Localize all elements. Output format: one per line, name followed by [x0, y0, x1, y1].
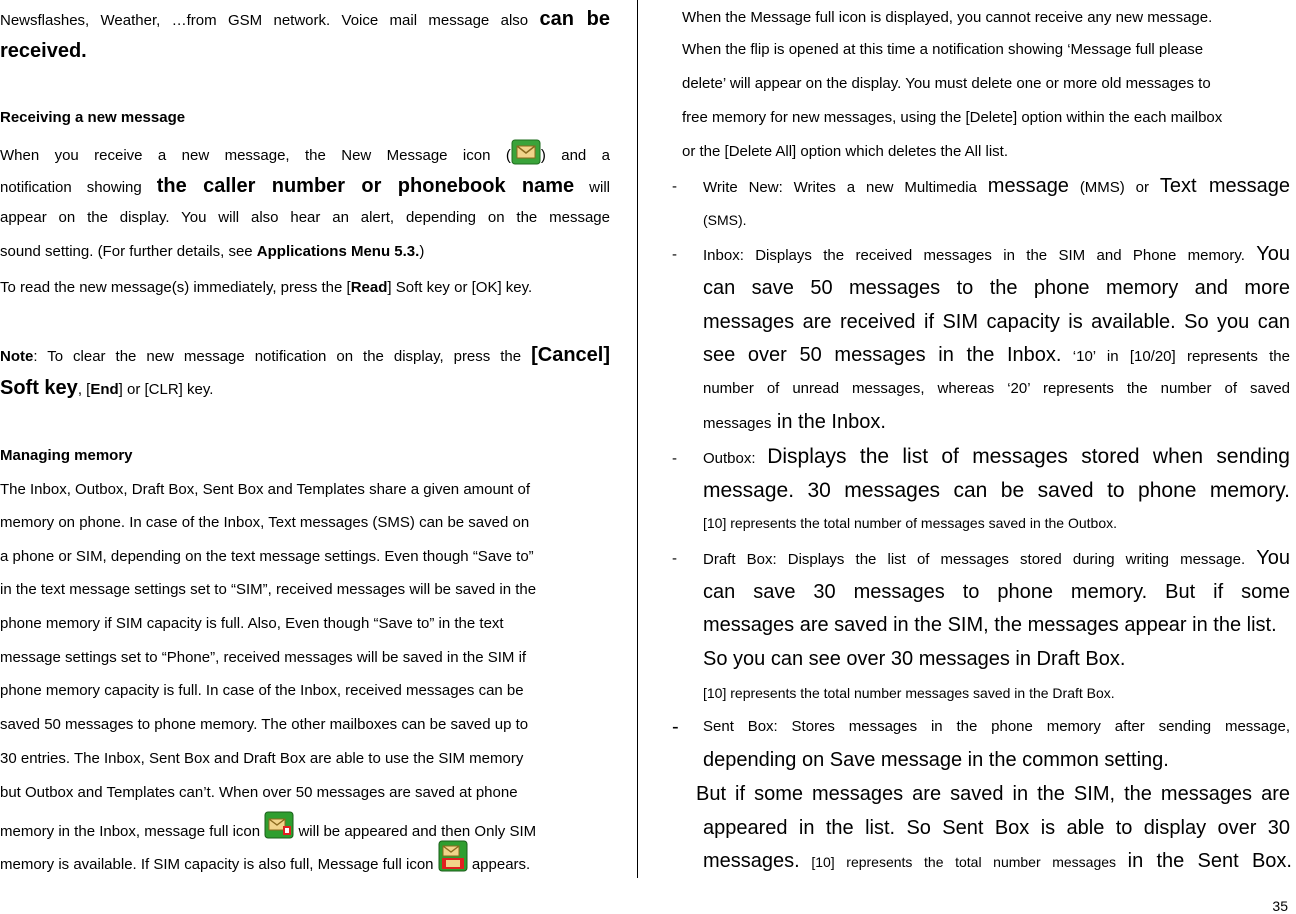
reference-text: Applications Menu 5.3. — [256, 243, 420, 260]
text: memory is available. If SIM capacity is also full, Message full icon — [0, 856, 438, 873]
sent-line-3: But if some messages are saved in the SIM, the messages are — [696, 783, 1290, 805]
memory-line-5: phone memory if SIM capacity is full. Also, Even though “Save to” in the text — [0, 615, 504, 632]
draft-line-4: So you can see over 30 messages in Draft Box. — [703, 648, 1126, 670]
intro-line-2: received. — [0, 40, 87, 62]
inbox-line-1 — [703, 244, 1290, 266]
text: memory in the Inbox, message full icon — [0, 823, 265, 840]
draft-line-5: [10] represents the total number messages saved in the Draft Box. — [703, 685, 1115, 701]
memory-line-7: phone memory capacity is full. In case of the Inbox, received messages can be — [0, 682, 524, 699]
bullet-dash: - — [672, 450, 677, 467]
emphasis-text: You — [1256, 547, 1290, 569]
full-icon-line-1: When the Message full icon is displayed, you cannot receive any new message. — [682, 9, 1213, 26]
emphasis-text: Displays the list of messages stored when sending — [767, 445, 1290, 468]
sent-line-2: depending on Save message in the common setting. — [703, 749, 1169, 771]
memory-line-2: memory on phone. In case of the Inbox, Text messages (SMS) can be saved on — [0, 514, 530, 531]
key-name: Read — [350, 279, 388, 296]
receiving-line-4 — [0, 242, 424, 262]
new-message-icon — [511, 139, 541, 165]
key-name: [Cancel] — [531, 344, 610, 366]
bullet-dash: - — [672, 716, 679, 738]
text: [10] represents the total number messages — [799, 854, 1128, 870]
outbox-line-3: [10] represents the total number of messages saved in the Outbox. — [703, 515, 1118, 531]
emphasis-text: messages. — [703, 850, 800, 872]
text: will be appeared and then Only SIM — [294, 823, 537, 840]
key-name: Soft key — [0, 377, 78, 399]
emphasis-text: can be — [539, 8, 611, 30]
text: ‘10’ in [10/20] represents the — [1061, 348, 1290, 365]
memory-line-11 — [0, 822, 536, 842]
note-line-2 — [0, 378, 213, 400]
receiving-line-2 — [0, 176, 610, 198]
inbox-line-5: number of unread messages, whereas ‘20’ represents the number of saved — [703, 380, 1290, 397]
memory-line-10: but Outbox and Templates can’t. When over 50 messages are saved at phone — [0, 784, 518, 801]
emphasis-text: the caller number or phonebook name — [156, 175, 575, 197]
heading-receiving-message: Receiving a new message — [0, 109, 186, 126]
memory-line-1: The Inbox, Outbox, Draft Box, Sent Box and Templates share a given amount of — [0, 481, 531, 498]
text: sound setting. (For further details, see — [0, 243, 257, 260]
text: Inbox: Displays the received messages in the SIM and Phone memory. — [703, 247, 1257, 264]
bullet-dash: - — [672, 178, 677, 195]
receiving-line-3: appear on the display. You will also hear an alert, depending on the message — [0, 209, 610, 226]
inbox-line-6 — [703, 412, 886, 434]
outbox-line-2: message. 30 messages can be saved to phone memory. — [703, 479, 1290, 502]
message-full-sim-icon — [438, 840, 468, 872]
column-divider — [637, 0, 638, 878]
text: To read the new message(s) immediately, press the [ — [0, 279, 351, 296]
page-number: 35 — [1272, 898, 1288, 914]
sent-line-1: Sent Box: Stores messages in the phone memory after sending message, — [703, 718, 1290, 735]
memory-line-8: saved 50 messages to phone memory. The other mailboxes can be saved up to — [0, 716, 529, 733]
text: When you receive a new message, the New Message icon ( — [0, 147, 511, 164]
bullet-dash: - — [672, 246, 677, 263]
text: messages — [703, 415, 772, 432]
memory-line-6: message settings set to “Phone”, received messages will be saved in the SIM if — [0, 649, 527, 666]
receiving-line-1 — [0, 146, 610, 166]
text: Write New: Writes a new Multimedia — [703, 179, 988, 196]
memory-line-12 — [0, 855, 530, 875]
emphasis-text: Text message — [1159, 175, 1291, 197]
memory-line-9: 30 entries. The Inbox, Sent Box and Draft Box are able to use the SIM memory — [0, 750, 524, 767]
note-line-1 — [0, 345, 610, 367]
text: ] or [CLR] key. — [118, 381, 214, 398]
write-new-line-2: (SMS). — [703, 212, 747, 228]
inbox-line-4 — [703, 345, 1290, 367]
bullet-dash: - — [672, 550, 677, 567]
text: Outbox: — [703, 450, 768, 467]
heading-managing-memory: Managing memory — [0, 447, 133, 464]
emphasis-text: in the Inbox. — [771, 411, 886, 433]
draft-line-1 — [703, 548, 1290, 570]
full-icon-line-2: When the flip is opened at this time a notification showing ‘Message full please — [682, 41, 1204, 58]
text: will — [574, 179, 610, 196]
text: (MMS) or — [1068, 179, 1160, 196]
sent-line-4: appeared in the list. So Sent Box is able to display over 30 — [703, 817, 1290, 839]
text: ) and a — [540, 147, 611, 164]
key-name: End — [90, 381, 119, 398]
full-icon-line-4: free memory for new messages, using the [Delete] option within the each mailbox — [682, 109, 1223, 126]
full-icon-line-5: or the [Delete All] option which deletes the All list. — [682, 143, 1009, 160]
text: , [ — [77, 381, 91, 398]
full-icon-line-3: delete’ will appear on the display. You must delete one or more old messages to — [682, 75, 1211, 92]
note-label: Note — [0, 348, 34, 365]
memory-line-4: in the text message settings set to “SIM”, received messages will be saved in the — [0, 581, 537, 598]
draft-line-3: messages are saved in the SIM, the messages appear in the list. — [703, 614, 1277, 636]
text: : To clear the new message notification on the display, press the — [33, 348, 532, 365]
text: Newsflashes, Weather, …from GSM network. Voice mail message also — [0, 12, 540, 29]
text: Draft Box: Displays the list of messages stored during writing message. — [703, 551, 1257, 568]
write-new-line-1 — [703, 176, 1290, 198]
emphasis-text: You — [1256, 243, 1290, 265]
sent-line-5 — [703, 851, 1292, 873]
text: ) — [419, 243, 425, 260]
outbox-line-1 — [703, 447, 1290, 469]
receiving-line-5 — [0, 278, 532, 298]
intro-line-1 — [0, 9, 610, 31]
message-full-phone-icon — [264, 811, 294, 839]
memory-line-3: a phone or SIM, depending on the text message settings. Even though “Save to” — [0, 548, 534, 565]
text: ] Soft key or [OK] key. — [387, 279, 533, 296]
draft-line-2: can save 30 messages to phone memory. But if some — [703, 581, 1290, 603]
emphasis-text: message — [987, 175, 1069, 197]
text: notification showing — [0, 179, 157, 196]
text: appears. — [467, 856, 531, 873]
emphasis-text: in the Sent Box. — [1127, 850, 1292, 872]
inbox-line-2: can save 50 messages to the phone memory and more — [703, 277, 1290, 299]
emphasis-text: see over 50 messages in the Inbox. — [703, 344, 1062, 366]
inbox-line-3: messages are received if SIM capacity is available. So you can — [703, 311, 1290, 333]
